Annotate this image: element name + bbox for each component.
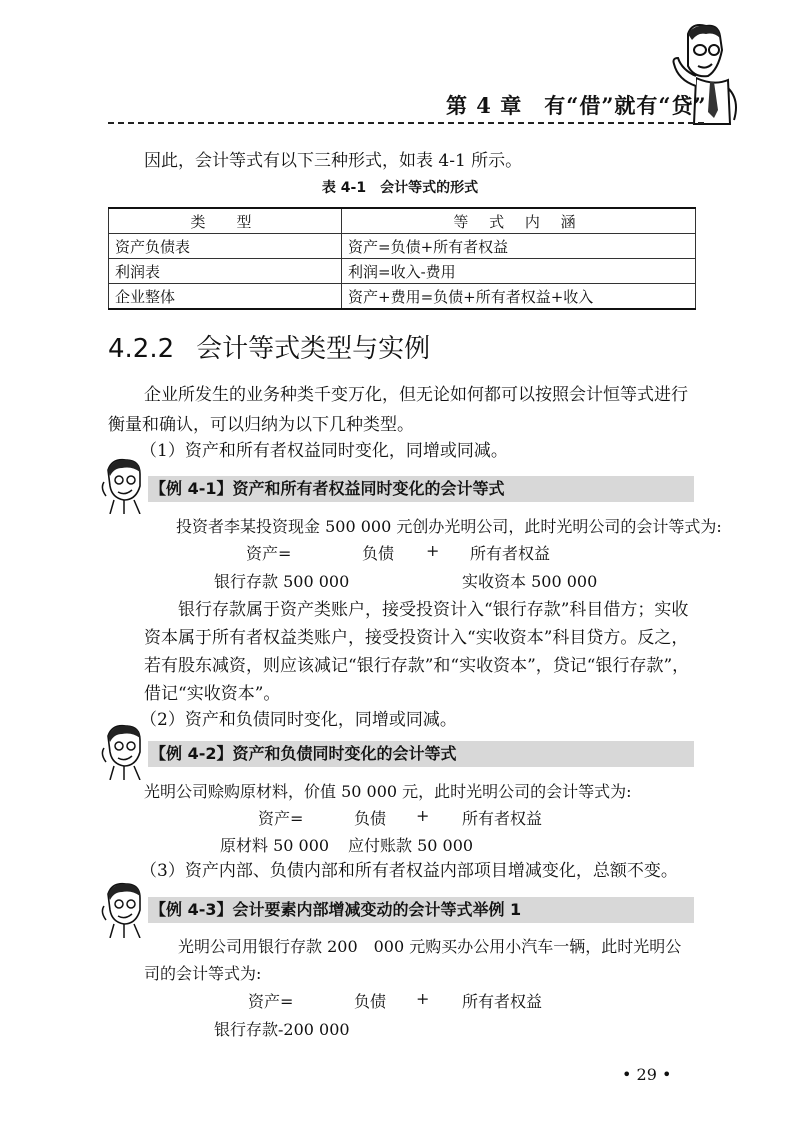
equation-liability-value: 应付账款 50 000 [348,836,474,855]
explanation-line: 借记“实收资本”。 [144,684,281,704]
example-text: 投资者李某投资现金 500 000 元创办光明公司，此时光明公司的会计等式为: [176,517,722,536]
mascot-head-icon [100,880,148,938]
equation-asset-value: 原材料 50 000 [220,836,330,855]
table-cell: 利润表 [109,259,342,284]
table-header-row [109,208,696,234]
example-banner [148,741,694,767]
table-row [109,234,696,259]
example-banner [148,897,694,923]
equation-plus: + [426,541,440,560]
table-cell: 企业整体 [109,284,342,310]
case-label: （3）资产内部、负债内部和所有者权益内部项目增减变化，总额不变。 [140,861,678,881]
explanation-line: 资本属于所有者权益类账户，接受投资计入“实收资本”科目贷方。反之， [144,628,689,648]
explanation-line: 若有股东减资，则应该减记“银行存款”和“实收资本”，贷记“银行存款”， [144,656,690,676]
table-cell: 利润=收入-费用 [342,259,696,284]
equation-asset: 资产= [246,544,292,563]
example-title: 资产和负债同时变化的会计等式 [232,744,457,763]
header-divider [108,122,704,124]
equation-plus: + [416,989,430,1008]
mascot-head-icon [100,722,148,780]
equation-asset-value: 银行存款 500 000 [214,572,350,591]
equation-liability: 负债 [354,809,387,828]
equation-asset-value: 银行存款-200 000 [214,1020,350,1039]
table-row [109,284,696,310]
table-cell: 资产负债表 [109,234,342,259]
equation-asset: 资产= [258,809,304,828]
explanation-line: 银行存款属于资产类账户，接受投资计入“银行存款”科目借方；实收 [178,600,689,620]
example-title: 资产和所有者权益同时变化的会计等式 [232,479,505,498]
section-intro-line: 衡量和确认，可以归纳为以下几种类型。 [108,415,414,435]
table-cell: 资产+费用=负债+所有者权益+收入 [342,284,696,310]
equation-liability: 负债 [362,544,395,563]
section-heading [108,328,430,365]
equation-forms-table [108,207,696,310]
section-number: 4.2.2 [108,334,175,364]
equation-liability: 负债 [354,992,387,1011]
example-tag: 【例 4-2】 [150,744,233,763]
example-tag: 【例 4-1】 [150,479,233,498]
mascot-head-icon [100,456,148,514]
section-intro-line: 企业所发生的业务种类千变万化，但无论如何都可以按照会计恒等式进行 [144,385,688,405]
page-number: • 29 • [622,1065,672,1084]
table-caption: 表 4-1 会计等式的形式 [321,180,479,196]
equation-equity: 所有者权益 [462,992,543,1011]
example-banner [148,476,694,502]
example-tag: 【例 4-3】 [150,900,233,919]
chapter-title: 第 4 章 有“借”就有“贷” [446,93,707,118]
example-text: 光明公司用银行存款 200 000 元购买办公用小汽车一辆，此时光明公 [178,937,682,956]
example-title: 会计要素内部增减变动的会计等式举例 1 [232,900,522,919]
intro-text: 因此，会计等式有以下三种形式，如表 4-1 所示。 [144,151,523,171]
table-header-type: 类 型 [109,208,342,234]
equation-asset: 资产= [248,992,294,1011]
case-label: （2）资产和负债同时变化，同增或同减。 [140,710,457,730]
table-row [109,259,696,284]
equation-equity: 所有者权益 [470,544,551,563]
equation-equity: 所有者权益 [462,809,543,828]
equation-equity-value: 实收资本 500 000 [462,572,598,591]
table-header-meaning: 等 式 内 涵 [342,208,696,234]
example-text: 司的会计等式为: [144,964,262,983]
example-text: 光明公司赊购原材料，价值 50 000 元，此时光明公司的会计等式为: [144,782,632,801]
section-title: 会计等式类型与实例 [196,334,431,364]
equation-plus: + [416,806,430,825]
table-cell: 资产=负债+所有者权益 [342,234,696,259]
case-label: （1）资产和所有者权益同时变化，同增或同减。 [140,441,508,461]
